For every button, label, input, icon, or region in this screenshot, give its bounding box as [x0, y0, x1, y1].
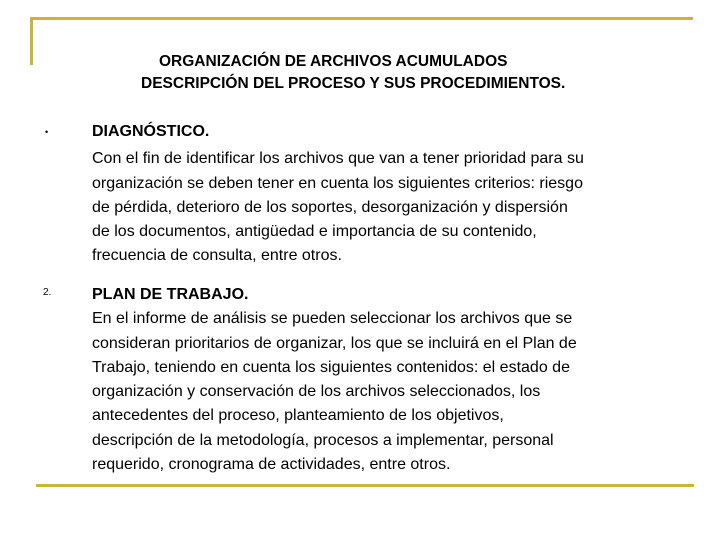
bullet-marker: • — [45, 127, 49, 137]
number-marker: 2. — [43, 287, 52, 298]
section-plan-de-trabajo — [92, 283, 692, 477]
slide-title-line-2: DESCRIPCIÓN DEL PROCESO Y SUS PROCEDIMIENTOS. — [141, 75, 566, 92]
section-heading: DIAGNÓSTICO. — [92, 123, 210, 140]
section-body — [92, 147, 692, 268]
frame-top-border — [30, 17, 693, 20]
body-line: Trabajo, teniendo en cuenta los siguientes contenidos: el estado de — [92, 358, 570, 376]
frame-bottom-border — [36, 484, 694, 487]
body-line: antecedentes del proceso, planteamiento de los objetivos, — [92, 407, 504, 425]
body-line: Con el fin de identificar los archivos que van a tener prioridad para su — [92, 150, 584, 168]
body-line: de pérdida, deterioro de los soportes, desorganización y dispersión — [92, 198, 568, 216]
body-line: requerido, cronograma de actividades, entre otros. — [92, 456, 451, 474]
body-line: de los documentos, antigüedad e importancia de su contenido, — [92, 223, 537, 241]
body-line: organización se deben tener en cuenta los siguientes criterios: riesgo — [92, 174, 583, 192]
section-heading: PLAN DE TRABAJO. — [92, 286, 249, 303]
body-line: frecuencia de consulta, entre otros. — [92, 247, 342, 265]
frame-left-border — [30, 17, 33, 65]
section-diagnostico — [92, 120, 692, 269]
body-line: organización y conservación de los archivos seleccionados, los — [92, 383, 541, 401]
slide-title-line-1: ORGANIZACIÓN DE ARCHIVOS ACUMULADOS — [159, 53, 508, 70]
section-body — [92, 307, 692, 477]
body-line: En el informe de análisis se pueden seleccionar los archivos que se — [92, 310, 573, 328]
body-line: descripción de la metodología, procesos a implementar, personal — [92, 431, 554, 449]
body-line: consideran prioritarios de organizar, los que se incluirá en el Plan de — [92, 334, 577, 352]
